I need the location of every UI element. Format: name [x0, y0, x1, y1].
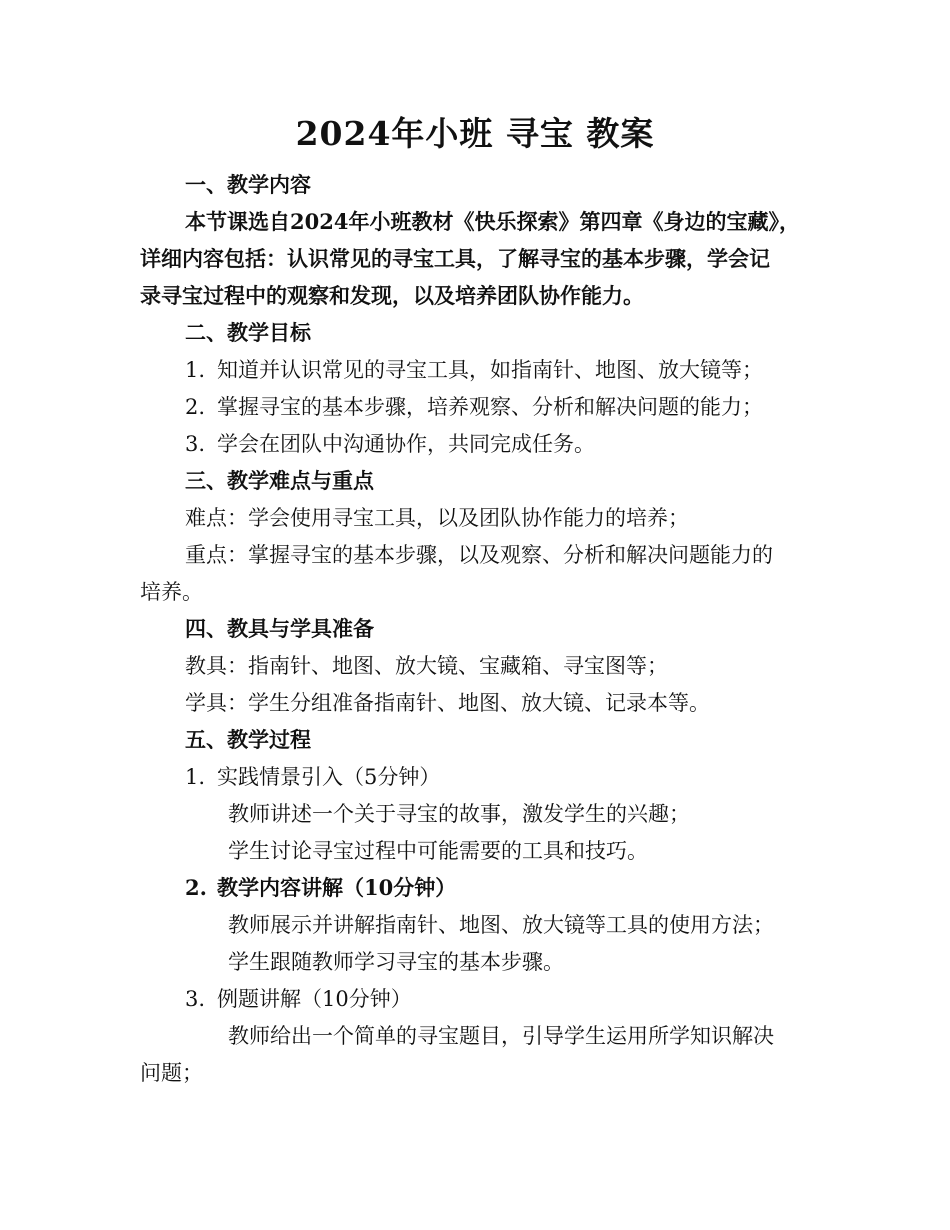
key-point-line-2: 培养。: [140, 580, 203, 604]
process-step-title: [185, 981, 865, 1017]
step-title-text: 教学内容讲解（10分钟）: [217, 875, 457, 900]
process-step-line: 教师讲述一个关于寻宝的故事，激发学生的兴趣；: [228, 802, 690, 826]
difficulty-text: 难点：学会使用寻宝工具，以及团队协作能力的培养；: [185, 506, 689, 530]
objective-item: [185, 352, 865, 388]
section-heading-objectives: 二、教学目标: [185, 320, 311, 345]
section-heading-content: 一、教学内容: [185, 172, 311, 197]
step-number: 1.: [185, 765, 206, 789]
process-step-line-1: 教师给出一个简单的寻宝题目，引导学生运用所学知识解决: [228, 1024, 774, 1048]
objective-number: 1.: [185, 358, 206, 382]
step-title-text: 实践情景引入（5分钟）: [217, 765, 441, 789]
section-heading-process: 五、教学过程: [185, 727, 311, 752]
content-paragraph-line-3: 录寻宝过程中的观察和发现，以及培养团队协作能力。: [140, 283, 644, 308]
student-tools-text: 学具：学生分组准备指南针、地图、放大镜、记录本等。: [185, 691, 710, 715]
content-paragraph-line-1: 本节课选自2024年小班教材《快乐探索》第四章《身边的宝藏》，: [185, 209, 800, 234]
objective-item: [185, 426, 865, 462]
objective-text: 学会在团队中沟通协作，共同完成任务。: [217, 432, 595, 456]
process-step-line: 学生讨论寻宝过程中可能需要的工具和技巧。: [228, 839, 648, 863]
process-step-line-2: 问题；: [140, 1061, 203, 1085]
process-step-line: 教师展示并讲解指南针、地图、放大镜等工具的使用方法；: [228, 913, 774, 937]
process-step-line: 学生跟随教师学习寻宝的基本步骤。: [228, 950, 564, 974]
objective-text: 掌握寻宝的基本步骤，培养观察、分析和解决问题的能力；: [217, 395, 763, 419]
step-title-text: 例题讲解（10分钟）: [217, 987, 412, 1011]
process-step-title: [185, 759, 865, 795]
section-heading-materials: 四、教具与学具准备: [185, 616, 374, 641]
teacher-tools-text: 教具：指南针、地图、放大镜、宝藏箱、寻宝图等；: [185, 654, 668, 678]
process-step-title: [185, 870, 865, 906]
step-number: 3.: [185, 987, 206, 1011]
objective-number: 3.: [185, 432, 206, 456]
content-paragraph-line-2: 详细内容包括：认识常见的寻宝工具，了解寻宝的基本步骤，学会记: [140, 246, 770, 271]
objective-number: 2.: [185, 395, 206, 419]
step-number: 2.: [185, 875, 207, 900]
objective-text: 知道并认识常见的寻宝工具，如指南针、地图、放大镜等；: [217, 358, 763, 382]
objective-item: [185, 389, 865, 425]
key-point-line-1: 重点：掌握寻宝的基本步骤，以及观察、分析和解决问题能力的: [185, 543, 773, 567]
section-heading-difficulty-key: 三、教学难点与重点: [185, 468, 374, 493]
document-title: 2024年小班 寻宝 教案: [295, 114, 655, 153]
